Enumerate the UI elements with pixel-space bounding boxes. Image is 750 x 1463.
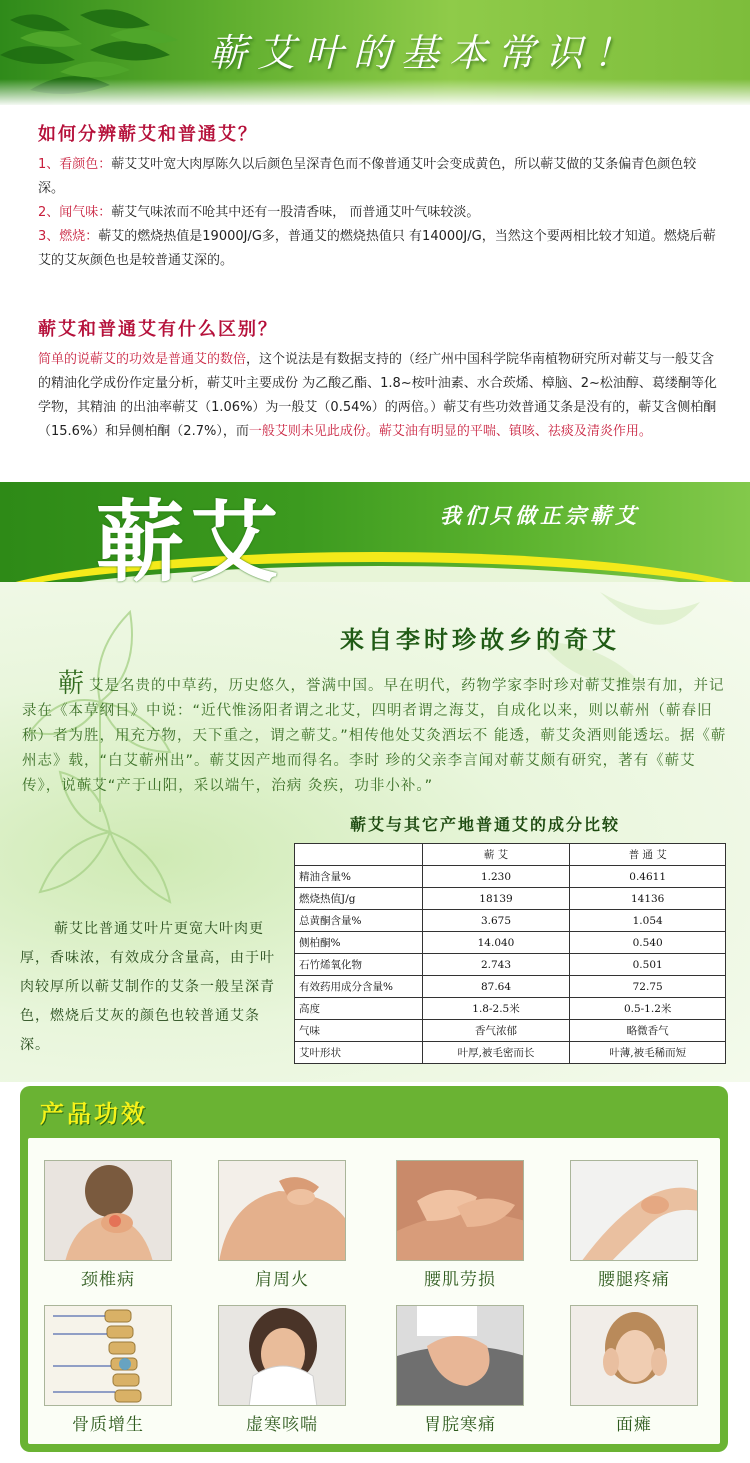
table-row: 精油含量% 1.230 0.4611 bbox=[295, 866, 726, 888]
difference-tail: 一般艾则未见此成份。蕲艾油有明显的平喘、镇咳、祛痰及清炎作用。 bbox=[248, 424, 652, 439]
effect-label: 虚寒咳喘 bbox=[246, 1415, 318, 1435]
cough-photo-icon bbox=[218, 1305, 346, 1406]
effect-label: 腰肌劳损 bbox=[424, 1270, 496, 1290]
difference-body: ，这个说法是有数据支持的（经广州中国科学院华南植物研究所对蕲艾与一般艾含的精油化学成份作定量分析，蕲艾叶主要成份 为乙酸乙酯、1.8~桉叶油素、水合莰烯、樟脑、2~松油醇、葛缕酮等化学物，其精油 的出油率蕲艾（1.06%）为一般艾（0.54%）的两倍。）蕲艾有些功效普通艾条是没有的，蕲艾含侧柏酮（15.6%）和异侧柏酮（2.7%），而 bbox=[38, 352, 717, 439]
shoulder-pain-photo-icon bbox=[218, 1160, 346, 1261]
distinguish-item: 2、闻气味：蕲艾气味浓而不呛其中还有一股清香味， 而普通艾叶气味较淡。 bbox=[38, 205, 480, 220]
effect-label: 颈椎病 bbox=[81, 1270, 135, 1290]
table-row: 艾叶形状 叶厚,被毛密而长 叶薄,被毛稀而短 bbox=[295, 1042, 726, 1064]
facial-palsy-photo-icon bbox=[570, 1305, 698, 1406]
back-massage-photo-icon bbox=[396, 1160, 524, 1261]
table-row: 燃烧热值J/g 18139 14136 bbox=[295, 888, 726, 910]
difference-lead: 简单的说蕲艾的功效是普通艾的数倍 bbox=[38, 352, 247, 367]
neck-pain-photo-icon bbox=[44, 1160, 172, 1261]
leaf-note: 蕲艾比普通艾叶片更宽大叶肉更厚，香味浓，有效成分含量高，由于叶肉较厚所以蕲艾制作的艾条一般呈深青色，燃烧后艾灰的颜色也较普通艾条深。 bbox=[20, 921, 275, 1053]
distinguish-item: 3、燃烧：蕲艾的燃烧热值是19000J/G多，普通艾的燃烧热值只 有14000J/G，当然这个要两相比较才知道。燃烧后蕲艾的艾灰颜色也是较普通艾深的。 bbox=[38, 229, 716, 268]
mugwort-leaves-icon bbox=[0, 0, 190, 105]
origin-lead-char: 蕲 bbox=[58, 669, 86, 699]
brand-characters: 蕲艾 bbox=[96, 490, 285, 594]
header-banner bbox=[0, 0, 750, 105]
effect-label: 面瘫 bbox=[616, 1415, 652, 1435]
distinguish-item: 1、看颜色：蕲艾艾叶宽大肉厚陈久以后颜色呈深青色而不像普通艾叶会变成黄色，所以蕲艾做的艾条偏青色颜色较深。 bbox=[38, 157, 697, 196]
comparison-title: 蕲艾与其它产地普通艾的成分比较 bbox=[350, 815, 621, 834]
effect-label: 腰腿疼痛 bbox=[598, 1270, 670, 1290]
table-header-row: 蕲 艾 普 通 艾 bbox=[295, 844, 726, 866]
origin-text: 艾是名贵的中草药，历史悠久，誉满中国。早在明代，药物学家李时珍对蕲艾推崇有加，并记录在《本草纲目》中说：“近代惟汤阳者谓之北艾，四明者谓之海艾，自成化以来，则以蕲州（蕲春旧称）者为胜，用充方物，天下重之，谓之蕲艾。”相传他处艾灸酒坛不 能透，蕲艾灸酒则能透坛。据《蕲州志》载，“白艾蕲州出”。蕲艾因产地而得名。李时 珍的父亲李言闻对蕲艾颇有研究，著有《蕲艾传》，说蕲艾“产于山阳，采以端午，治病 灸疾，功非小补。” bbox=[22, 678, 727, 794]
table-row: 石竹烯氧化物 2.743 0.501 bbox=[295, 954, 726, 976]
header-title: 蕲艾叶的基本常识！ bbox=[208, 31, 641, 75]
effect-label: 骨质增生 bbox=[72, 1415, 144, 1435]
table-row: 气味 香气浓郁 略微香气 bbox=[295, 1020, 726, 1042]
table-row: 高度 1.8-2.5米 0.5-1.2米 bbox=[295, 998, 726, 1020]
difference-paragraph bbox=[38, 348, 718, 444]
comparison-table bbox=[294, 843, 726, 1064]
difference-heading: 蕲艾和普通艾有什么区别？ bbox=[38, 319, 278, 340]
spine-diagram-photo-icon bbox=[44, 1305, 172, 1406]
origin-title: 来自李时珍故乡的奇艾 bbox=[340, 625, 620, 654]
distinguish-heading: 如何分辨蕲艾和普通艾？ bbox=[38, 124, 258, 145]
stomach-pain-photo-icon bbox=[396, 1305, 524, 1406]
origin-paragraph bbox=[22, 669, 732, 799]
table-row: 总黄酮含量% 3.675 1.054 bbox=[295, 910, 726, 932]
effects-title: 产品功效 bbox=[40, 1099, 148, 1128]
effect-label: 胃脘寒痛 bbox=[424, 1415, 496, 1435]
distinguish-list bbox=[38, 153, 718, 273]
brand-slogan: 我们只做正宗蕲艾 bbox=[440, 503, 640, 528]
table-row: 有效药用成分含量% 87.64 72.75 bbox=[295, 976, 726, 998]
effect-label: 肩周火 bbox=[255, 1270, 309, 1290]
leg-pain-photo-icon bbox=[570, 1160, 698, 1261]
table-row: 侧柏酮% 14.040 0.540 bbox=[295, 932, 726, 954]
